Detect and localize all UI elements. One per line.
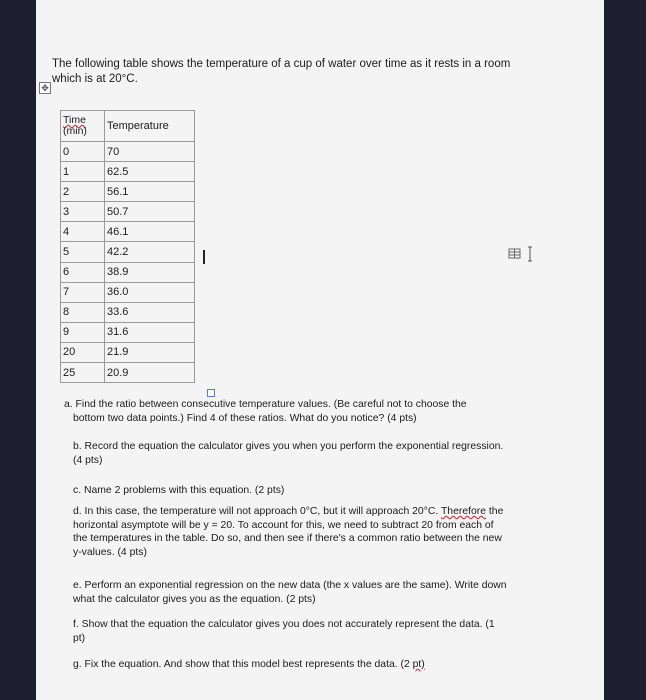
move-handle-icon[interactable]: ✥: [39, 82, 51, 94]
cell-temp: 21.9: [105, 342, 195, 362]
cell-temp: 70: [105, 142, 195, 162]
question-d-line-1c: the: [486, 506, 504, 517]
question-f-line-2: pt): [73, 632, 86, 644]
question-b-line-1: b. Record the equation the calculator gives you when you perform the exponential regression.: [73, 441, 504, 452]
question-g-line-1b: pt): [412, 659, 425, 670]
question-d-line-1a: d. In this case, the temperature will not approach 0°C, but it will approach 20°C.: [73, 506, 441, 517]
temperature-table: [60, 110, 195, 383]
table-row: [61, 322, 195, 342]
table-row: [61, 282, 195, 302]
cell-time: 8: [61, 302, 105, 322]
resize-handle[interactable]: [207, 389, 215, 397]
text-cursor: [203, 250, 205, 264]
question-d-line-1b: Therefore: [440, 506, 487, 517]
cell-time: 6: [61, 262, 105, 282]
question-b: [73, 440, 613, 467]
cell-temp: 36.0: [105, 282, 195, 302]
cell-time: 3: [61, 202, 105, 222]
header-time-unit: (min): [63, 125, 87, 137]
question-e-line-1: e. Perform an exponential regression on the new data (the x values are the same). Write down: [73, 580, 507, 591]
question-e-line-2: what the calculator gives you as the equation. (2 pts): [73, 593, 316, 605]
question-c: [73, 484, 603, 498]
question-g-line-1a: g. Fix the equation. And show that this model best represents the data. (2: [73, 659, 413, 670]
table-cursor-icon[interactable]: [508, 246, 538, 260]
table-row: [61, 262, 195, 282]
table-header-row: [61, 111, 195, 142]
cell-temp: 31.6: [105, 322, 195, 342]
question-e: [73, 579, 603, 606]
question-d-line-1: [73, 505, 613, 519]
question-f-line-1: f. Show that the equation the calculator gives you does not accurately represent the data. (1: [73, 619, 495, 630]
cell-time: 0: [61, 142, 105, 162]
cell-time: 25: [61, 363, 105, 383]
cell-temp: 33.6: [105, 302, 195, 322]
question-a-line-2: bottom two data points.) Find 4 of these ratios. What do you notice? (4 pts): [73, 412, 417, 424]
cell-time: 7: [61, 282, 105, 302]
cell-time: 9: [61, 322, 105, 342]
cell-time: 5: [61, 242, 105, 262]
header-temperature: Temperature: [105, 111, 195, 142]
question-d: [73, 505, 613, 559]
cell-time: 1: [61, 162, 105, 182]
intro-line-1: The following table shows the temperature of a cup of water over time as it rests in a room: [52, 58, 511, 70]
question-c-line-1: c. Name 2 problems with this equation. (2 pts): [73, 485, 285, 496]
intro-line-2: which is at 20°C.: [52, 73, 138, 85]
cell-time: 20: [61, 342, 105, 362]
cell-temp: 42.2: [105, 242, 195, 262]
table-row: [61, 182, 195, 202]
header-time-word: Time: [63, 114, 86, 126]
cell-temp: 46.1: [105, 222, 195, 242]
question-a: [64, 398, 603, 425]
cell-temp: 50.7: [105, 202, 195, 222]
cell-time: 2: [61, 182, 105, 202]
header-time: [61, 111, 105, 142]
cell-temp: 20.9: [105, 363, 195, 383]
table-row: [61, 202, 195, 222]
cell-temp: 38.9: [105, 262, 195, 282]
question-d-line-4: y-values. (4 pts): [73, 546, 147, 558]
table-row: [61, 222, 195, 242]
cell-temp: 56.1: [105, 182, 195, 202]
table-row: [61, 142, 195, 162]
question-d-line-3: the temperatures in the table. Do so, and then see if there's a common ratio between the new: [73, 533, 502, 544]
table-row: [61, 363, 195, 383]
table-row: [61, 242, 195, 262]
question-d-line-2: horizontal asymptote will be y = 20. To account for this, we need to subtract 20 from each of: [73, 519, 494, 531]
question-f: [73, 618, 603, 645]
question-b-line-2: (4 pts): [73, 454, 103, 466]
table-row: [61, 342, 195, 362]
table-row: [61, 162, 195, 182]
intro-text: [52, 57, 612, 87]
question-g-line-1: [73, 658, 603, 672]
question-g: [73, 658, 603, 672]
table-row: [61, 302, 195, 322]
cell-temp: 62.5: [105, 162, 195, 182]
question-a-line-1: a. Find the ratio between consecutive temperature values. (Be careful not to choose the: [64, 399, 467, 410]
cell-time: 4: [61, 222, 105, 242]
